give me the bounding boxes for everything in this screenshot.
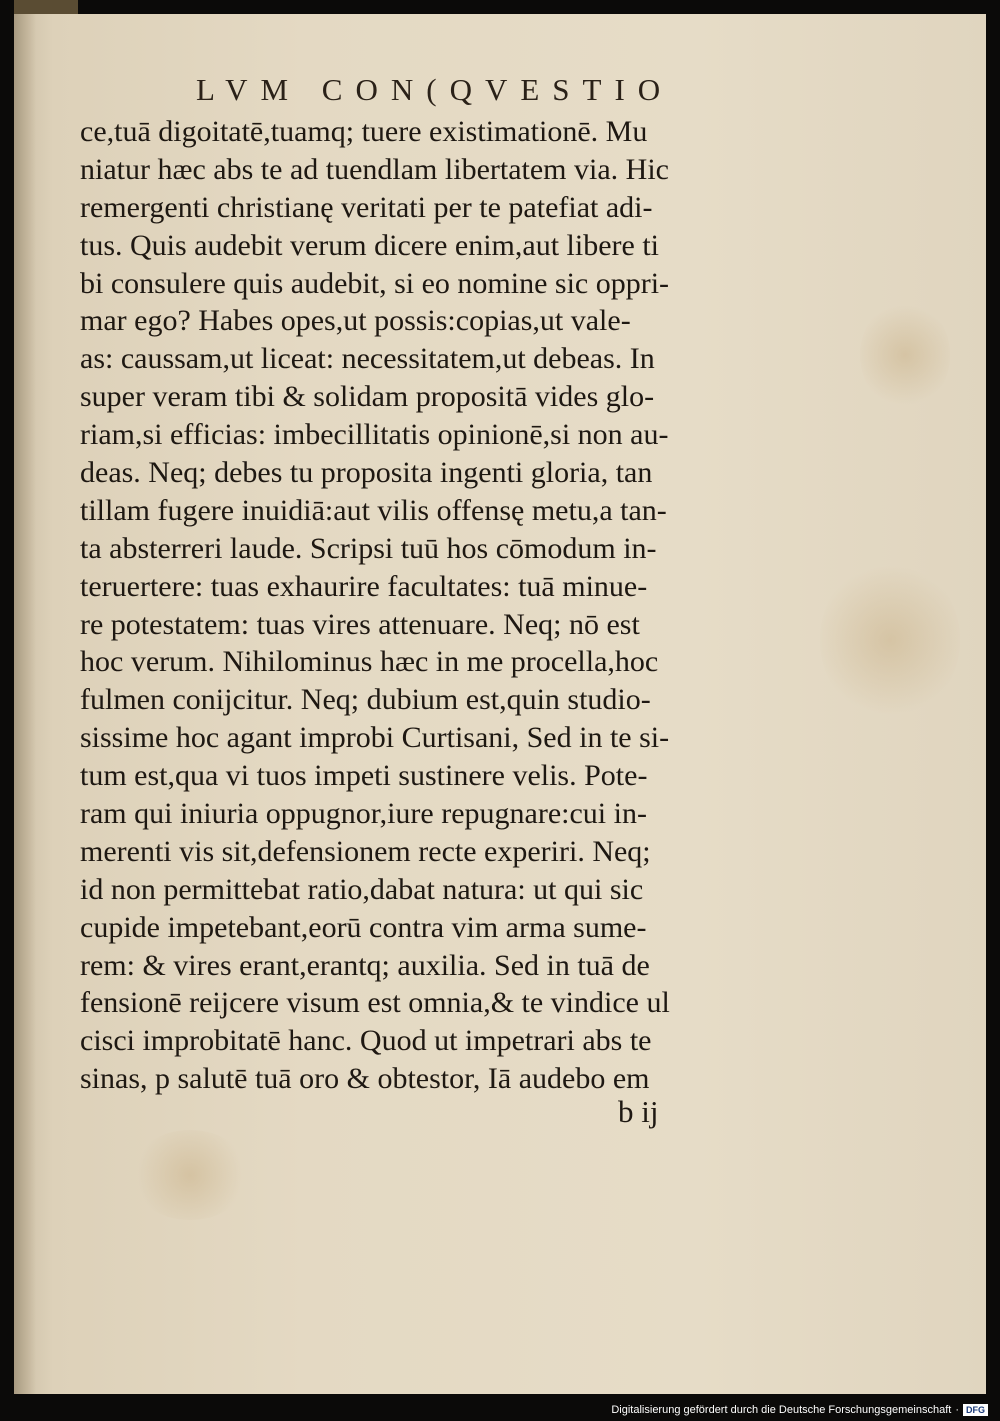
credit-text: Digitalisierung gefördert durch die Deutsche Forschungsgemeinschaft [611, 1404, 952, 1416]
text-line: hoc verum. Nihilominus hæc in me procella,hoc [80, 645, 659, 679]
text-line: fensionē reijcere visum est omnia,& te vindice ul [80, 986, 670, 1020]
paper-stain [860, 300, 950, 410]
text-line: ce,tuā digoitatē,tuamq; tuere existimationē. Mu [80, 115, 648, 148]
text-line: merenti vis sit,defensionem recte experiri. Neq; [80, 834, 651, 868]
text-line: riam,si efficias: imbecillitatis opinionē,si non au- [80, 418, 669, 452]
text-line: fulmen conijcitur. Neq; dubium est,quin studio- [80, 683, 651, 717]
text-line: tus. Quis audebit verum dicere enim,aut libere ti [80, 228, 659, 262]
running-header: LVM CON(QVESTIO [196, 72, 674, 107]
text-line: id non permittebat ratio,dabat natura: ut qui sic [80, 872, 644, 906]
text-line: ta absterreri laude. Scripsi tuū hos cōmodum in- [80, 531, 657, 565]
page-gutter-shadow [14, 14, 36, 1394]
digitization-credit [611, 1404, 988, 1416]
text-line: mar ego? Habes opes,ut possis:copias,ut vale- [80, 304, 631, 338]
text-line: sissime hoc agant improbi Curtisani, Sed in te si- [80, 721, 670, 755]
paper-stain [820, 560, 960, 720]
text-line: re potestatem: tuas vires attenuare. Neq; nō est [80, 607, 640, 641]
text-line: sinas, p salutē tuā oro & obtestor, Iā audebo em [80, 1062, 650, 1096]
dfg-logo: DFG [963, 1404, 988, 1416]
text-line: as: caussam,ut liceat: necessitatem,ut debeas. In [80, 342, 655, 376]
text-line: ram qui iniuria oppugnor,iure repugnare:cui in- [80, 797, 647, 831]
text-line: remergenti christianę veritati per te patefiat adi- [80, 190, 653, 224]
text-line: tum est,qua vi tuos impeti sustinere velis. Pote- [80, 759, 648, 793]
credit-separator: · [955, 1404, 959, 1416]
text-line: bi consulere quis audebit, si eo nomine sic oppri- [80, 266, 670, 300]
signature-mark: b ij [618, 1094, 659, 1129]
body-text [80, 113, 750, 1098]
text-line: niatur hæc abs te ad tuendlam libertatem via. Hic [80, 152, 669, 186]
paper-stain [130, 1130, 250, 1220]
text-line: tillam fugere inuidiā:aut vilis offensę metu,a tan- [80, 493, 667, 527]
text-line: deas. Neq; debes tu proposita ingenti gloria, tan [80, 456, 653, 490]
text-line: cupide impetebant,eorū contra vim arma sume- [80, 910, 647, 944]
text-line: teruertere: tuas exhaurire facultates: tuā minue- [80, 569, 648, 603]
text-line: cisci improbitatē hanc. Quod ut impetrari abs te [80, 1024, 652, 1058]
text-line: rem: & vires erant,erantq; auxilia. Sed in tuā de [80, 948, 650, 982]
text-line: super veram tibi & solidam propositā vides glo- [80, 380, 655, 414]
